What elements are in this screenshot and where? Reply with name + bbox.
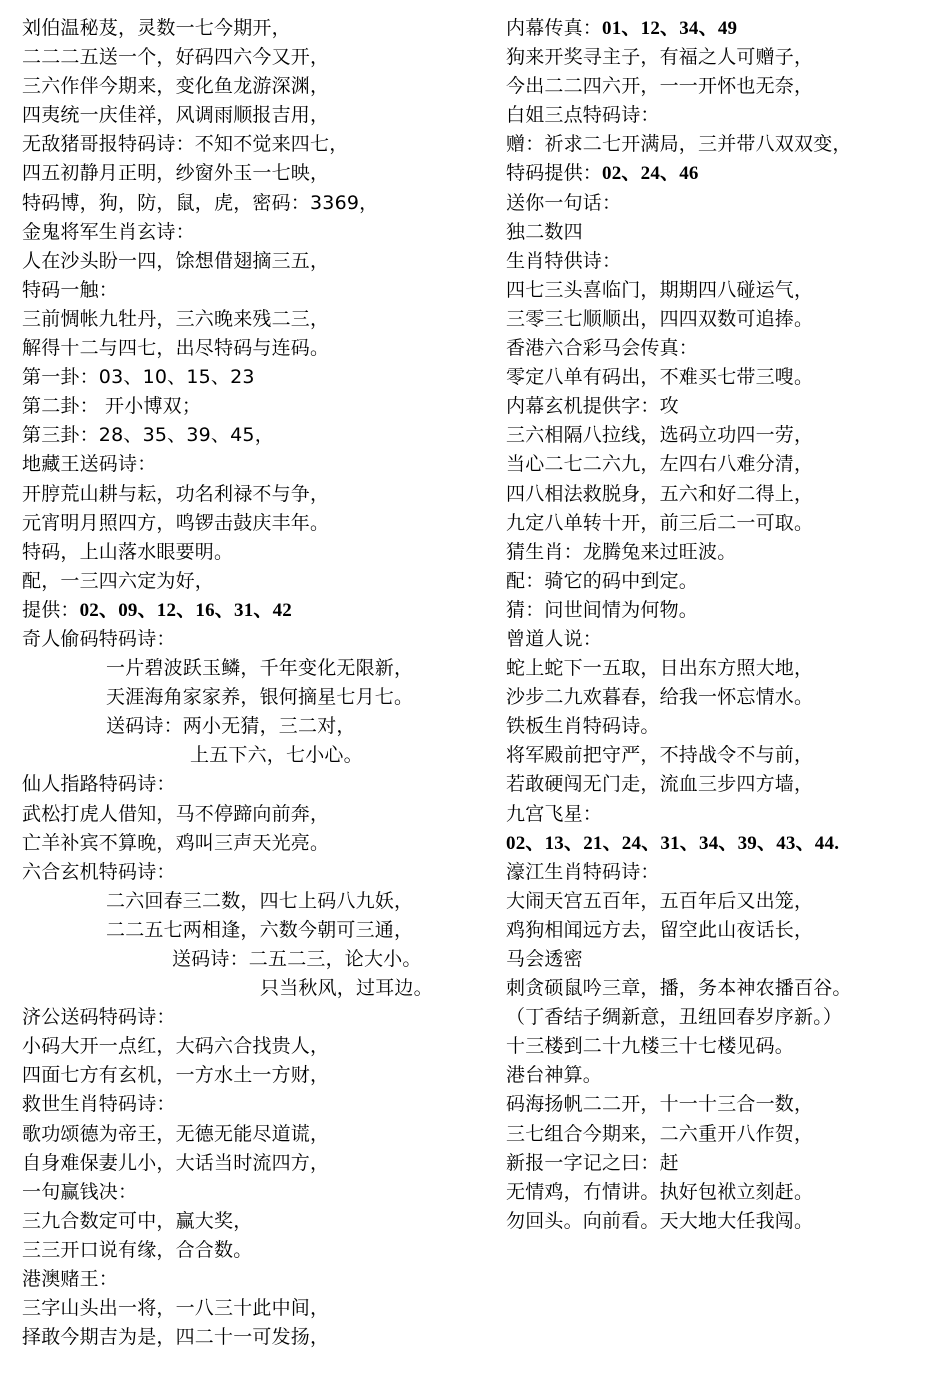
text-line: 赠：祈求二七开满局，三并带八双双变， [506,133,852,156]
text-line: 狗来开奖寻主子，有福之人可赠子， [506,46,814,69]
number-list: 02、09、12、16、31、42 [79,599,293,621]
text-line: 送码诗：两小无猜，三二对， [106,715,356,738]
number-list: 02、24、46 [602,163,699,185]
text-line: 刺贪硕鼠吟三章，播，务本神农播百谷。 [506,977,852,1000]
text-line: 曾道人说： [506,627,603,650]
line-label: 内幕传真： [506,17,603,39]
text-line: 解得十二与四七，出尽特码与连码。 [22,337,330,360]
text-line: 第三卦：28、35、39、45， [22,424,274,447]
text-line: 濠江生肖特码诗： [506,860,660,883]
text-line: 白姐三点特码诗： [506,104,660,127]
text-line: 当心二七二六九，左四右八难分清， [506,453,814,476]
text-line: 特码，上山落水眼要明。 [22,540,234,563]
text-line: 一句赢钱决： [22,1180,138,1203]
text-line: 武松打虎人借知，马不停蹄向前奔， [22,802,330,825]
text-line: 蛇上蛇下一五取，日出东方照大地， [506,657,814,680]
text-line: 香港六合彩马会传真： [506,337,699,360]
text-line: 十三楼到二十九楼三十七楼见码。 [506,1035,795,1058]
text-line: 新报一字记之曰：赶 [506,1151,679,1174]
text-line: 亡羊补宾不算晚，鸡叫三声天光亮。 [22,831,330,854]
text-line: 无敌猪哥报特码诗：不知不觉来四七， [22,133,349,156]
text-line: 金鬼将军生肖玄诗： [22,220,195,243]
text-line: 马会透密 [506,948,583,970]
text-line: 沙步二九欢暮春，给我一怀忘情水。 [506,686,814,709]
text-line: 零定八单有码出，不难买七带三嗖。 [506,366,814,389]
text-line: 三六相隔八拉线，选码立功四一劳， [506,424,814,447]
text-line: 内幕玄机提供字：攻 [506,395,679,418]
text-line: 济公送码特码诗： [22,1006,176,1029]
text-line: 特码一触： [22,278,119,301]
text-line: 自身难保妻儿小，大话当时流四方， [22,1151,330,1174]
text-line: 码海扬帆二二开，十一十三合一数， [506,1093,814,1116]
text-line: 第一卦：03、10、15、23 [22,366,255,389]
line-label: 特码提供： [506,162,603,185]
text-line: 二六回春三二数，四七上码八九妖， [106,889,414,912]
text-line: 四七三头喜临门，期期四八碰运气， [506,278,814,301]
text-line: 今出二二四六开，一一开怀也无奈， [506,75,814,98]
text-line: 若敢硬闯无门走，流血三步四方墙， [506,773,814,796]
text-line: 三前惆帐九牡丹，三六晚来残二三， [22,307,330,330]
text-line: 特码博，狗，防，鼠，虎，密码：3369， [22,191,379,214]
text-line: 独二数四 [506,220,583,243]
text-line: 勿回头。向前看。天大地大任我闯。 [506,1209,814,1232]
text-line: 开脝荒山耕与耘，功名利禄不与争， [22,482,330,505]
text-line: 天涯海角家家养，银何摘星七月七。 [106,686,414,709]
text-line: 大闹天宫五百年，五百年后又出笼， [506,889,814,912]
text-line: 猜：问世间情为何物。 [506,598,699,621]
text-line: 配：骑它的码中到定。 [506,569,699,592]
text-line: 小码大开一点红，大码六合找贵人， [22,1035,330,1058]
text-line: （丁香结子绸新意，丑纽回春岁序新。） [506,1006,843,1029]
text-line: 四八相法救脱身，五六和好二得上， [506,482,814,505]
text-line: 一片碧波跃玉鳞，千年变化无限新， [106,657,414,680]
text-line: 四面七方有玄机，一方水土一方财， [22,1064,330,1087]
text-line: 三字山头出一将，一八三十此中间， [22,1297,330,1320]
text-line: 第二卦： 开小博双； [22,395,202,418]
text-line: 人在沙头盼一四，馀想借翅摘三五， [22,249,330,272]
number-list: 02、13、21、24、31、34、39、43、44. [506,832,840,854]
text-line [506,14,931,43]
text-line: 四夷统一庆佳祥，风调雨顺报吉用， [22,104,330,127]
text-line: 送码诗：二五二三，论大小。 [172,948,422,970]
left-column [22,14,492,1352]
text-line: 三零三七顺顺出，四四双数可追捧。 [506,307,814,330]
text-line: 二二二五送一个，好码四六今又开， [22,46,330,69]
text-line: 刘伯温秘芨，灵数一七今期开， [22,17,291,39]
text-line: 元宵明月照四方，鸣锣击鼓庆丰年。 [22,511,330,534]
text-line: 将军殿前把守严，不持战令不与前， [506,744,814,767]
text-line: 送你一句话： [506,191,622,214]
right-column [506,14,931,1236]
text-line: 择敢今期吉为是，四二十一可发扬， [22,1326,330,1349]
text-line: 地藏王送码诗： [22,453,157,476]
text-line: 港台神算。 [506,1064,603,1087]
text-line: 猜生肖：龙腾兔来过旺波。 [506,540,737,563]
text-line: 三九合数定可中，赢大奖， [22,1209,253,1232]
text-line: 歌功颂德为帝王，无德无能尽道谎， [22,1122,330,1145]
text-line: 三三开口说有缘，合合数。 [22,1238,253,1261]
text-line: 救世生肖特码诗： [22,1093,176,1116]
text-line: 奇人偷码特码诗： [22,627,176,650]
text-line: 三七组合今期来，二六重开八作贺， [506,1122,814,1145]
text-line: 九定八单转十开，前三后二一可取。 [506,511,814,534]
text-line: 四五初静月正明，纱窗外玉一七映， [22,162,330,185]
text-line: 无情鸡，冇情讲。执好包袱立刻赶。 [506,1180,814,1203]
text-line: 鸡狗相闻远方去，留空此山夜话长， [506,918,814,941]
text-line: 仙人指路特码诗： [22,773,176,796]
text-line: 配，一三四六定为好， [22,569,215,592]
text-line: 三六作伴今期来，变化鱼龙游深渊， [22,75,330,98]
text-line: 只当秋风，过耳边。 [260,977,433,1000]
text-line: 上五下六，七小心。 [190,744,363,767]
text-line: 二二五七两相逢，六数今朝可三通， [106,918,414,941]
number-list: 01、12、34、49 [602,18,738,39]
text-line: 生肖特供诗： [506,249,622,272]
text-line [506,159,931,188]
text-line: 铁板生肖特码诗。 [506,715,660,738]
line-label: 提供： [22,598,80,621]
text-line: 港澳赌王： [22,1268,119,1291]
text-line: 九宫飞星： [506,802,603,825]
text-line [22,596,492,625]
text-line: 六合玄机特码诗： [22,860,176,883]
